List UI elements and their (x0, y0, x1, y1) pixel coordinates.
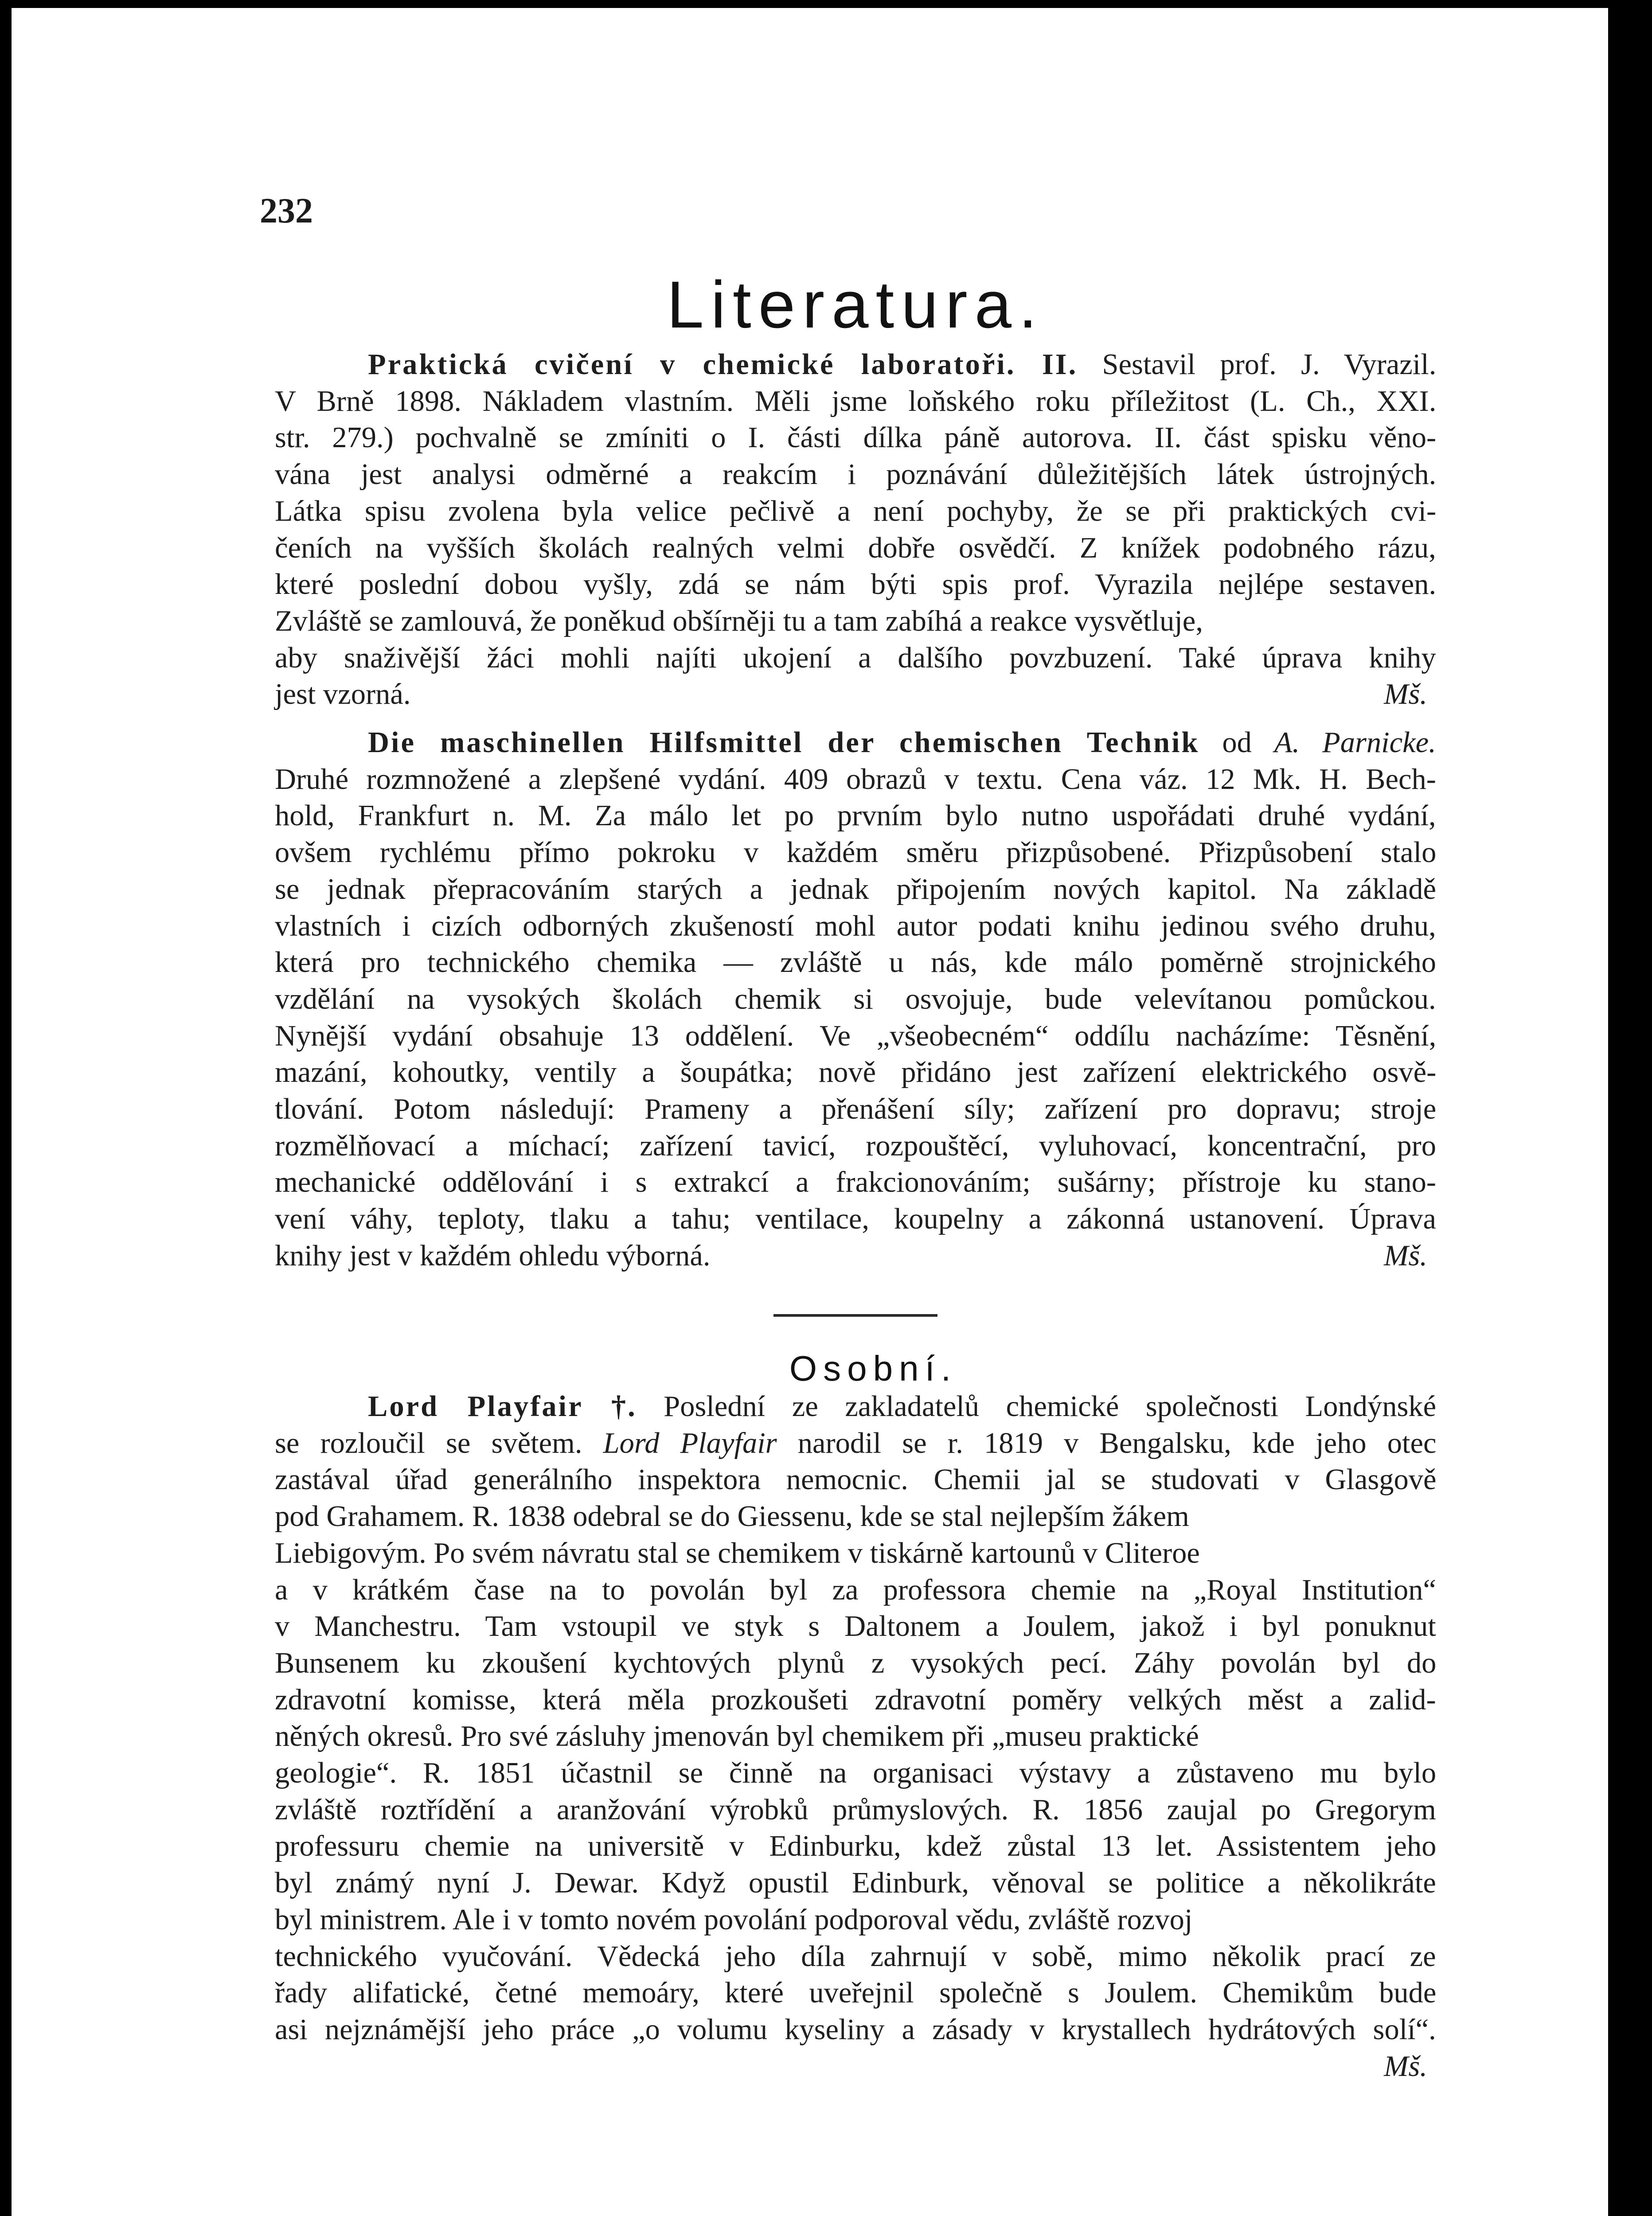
article-line: geologie“. R. 1851 účastnil se činně na organisaci výstavy a zůstaveno mu bylo (275, 1757, 1437, 1790)
article-line: mechanické oddělování i s extrakcí a frakcionováním; sušárny; přístroje ku stano- (275, 1166, 1437, 1199)
article-line: v Manchestru. Tam vstoupil ve styk s Daltonem a Joulem, jakož i byl ponuknut (275, 1610, 1436, 1643)
article-line: Látka spisu zvolena byla velice pečlivě a není pochyby, že se při praktických cvi- (275, 495, 1437, 527)
article-line: vána jest analysi odměrné a reakcím i poznávání důležitějších látek ústrojných. (275, 458, 1437, 491)
article-line: mazání, kohoutky, ventily a šoupátka; nově přidáno jest zařízení elektrického osvě- (275, 1056, 1437, 1089)
article-last-line (275, 2048, 1436, 2085)
article-first-line (275, 1389, 1436, 1425)
page-number: 232 (260, 191, 313, 230)
entry-title: Praktická cvičení v chemické laboratoři. II. (368, 348, 1078, 381)
article-line: Nynější vydání obsahuje 13 oddělení. Ve „všeobecném“ oddílu nacházíme: Těsnění, (275, 1019, 1437, 1052)
article-line: se jednak přepracováním starých a jednak připojením nových kapitol. Na základě (275, 873, 1436, 905)
article-line: rozmělňovací a míchací; zařízení tavicí, rozpouštěcí, vyluhovací, koncentrační, pro (275, 1129, 1437, 1162)
article-line: professuru chemie na universitě v Edinburku, kdež zůstal 13 let. Assistentem jeho (275, 1830, 1437, 1863)
article-line: ovšem rychlému přímo pokroku v každém směru přizpůsobené. Přizpůsobení stalo (275, 836, 1437, 869)
article-line: vlastních i cizích odborných zkušeností mohl autor podati knihu jedinou svého druhu, (275, 909, 1436, 942)
article-first-line (275, 347, 1436, 383)
article-line: která pro technického chemika — zvláště u nás, kde málo poměrně strojnického (275, 946, 1436, 979)
article-line: Druhé rozmnožené a zlepšené vydání. 409 obrazů v textu. Cena váz. 12 Mk. H. Bech- (275, 763, 1436, 796)
author-prefix: od (1199, 726, 1274, 759)
article-line: vení váhy, teploty, tlaku a tahu; ventilace, koupelny a zákonná ustanovení. Úprava (275, 1203, 1436, 1236)
article-line: zastával úřad generálního inspektora nemocnic. Chemii jal se studovati v Glasgově (275, 1463, 1437, 1496)
article-line: tlování. Potom následují: Prameny a přenášení síly; zařízení pro dopravu; stroje (275, 1093, 1437, 1126)
article-last-line (275, 676, 1436, 713)
article-text: narodil se r. 1819 v Bengalsku, kde jeho otec (777, 1427, 1437, 1459)
article-line: byl ministrem. Ale i v tomto novém povolání podporoval vědu, zvláště rozvoj (275, 1903, 1193, 1936)
article-prakticka-cviceni (275, 347, 1436, 713)
signature: Mš. (1384, 2050, 1427, 2083)
article-first-line (275, 725, 1436, 761)
article-line: technického vyučování. Vědecká jeho díla zahrnují v sobě, mimo několik prací ze (275, 1940, 1436, 1973)
article-line: čeních na vyšších školách realných velmi dobře osvědčí. Z knížek podobného rázu, (275, 531, 1436, 564)
article-line: Poslední ze zakladatelů chemické společnosti Londýnské (637, 1390, 1437, 1423)
article-line: jest vzorná. (275, 678, 411, 711)
article-line: byl známý nyní J. Dewar. Když opustil Edinburk, věnoval se politice a několikráte (275, 1867, 1436, 1900)
article-line: Zvláště se zamlouvá, že poněkud obšírněji tu a tam zabíhá a reakce vysvětluje, (275, 605, 1203, 637)
article-line: které poslední dobou vyšly, zdá se nám býti spis prof. Vyrazila nejlépe sestaven. (275, 568, 1437, 601)
author-name: A. Parnicke. (1274, 726, 1436, 759)
article-line: zdravotní komisse, která měla prozkoušeti zdravotní poměry velkých měst a zalid- (275, 1683, 1436, 1716)
signature: Mš. (1384, 678, 1427, 711)
article-line: asi nejznámější jeho práce „o volumu kyseliny a zásady v krystallech hydrátových solí“. (275, 2013, 1436, 2046)
scan-border (1608, 0, 1652, 2216)
article-text: se rozloučil se světem. (275, 1427, 603, 1459)
article-line: hold, Frankfurt n. M. Za málo let po prvním bylo nutno uspořádati druhé vydání, (275, 800, 1436, 832)
section-divider (773, 1314, 937, 1317)
article-last-line (275, 1238, 1436, 1275)
article-line: Liebigovým. Po svém návratu stal se chemikem v tiskárně kartounů v Cliteroe (275, 1537, 1200, 1569)
article-line: knihy jest v každém ohledu výborná. (275, 1239, 711, 1272)
article-line: zvláště roztřídění a aranžování výrobků průmyslových. R. 1856 zaujal po Gregorym (275, 1793, 1436, 1826)
entry-title: Lord Playfair †. (368, 1390, 637, 1423)
section-heading-literatura: Literatura. (667, 267, 1044, 342)
article-line: Bunsenem ku zkoušení kychtových plynů z vysokých pecí. Záhy povolán byl do (275, 1646, 1437, 1679)
article-line: aby snaživější žáci mohli najíti ukojení a dalšího povzbuzení. Také úprava knihy (275, 641, 1436, 674)
entry-title: Die maschinellen Hilfsmittel der chemischen Technik (368, 726, 1200, 759)
article-line: vzdělání na vysokých školách chemik si osvojuje, bude velevítanou pomůckou. (275, 983, 1436, 1015)
article-line: pod Grahamem. R. 1838 odebral se do Giessenu, kde se stal nejlepším žákem (275, 1500, 1189, 1533)
article-line: Sestavil prof. J. Vyrazil. (1078, 348, 1437, 381)
article-maschinellen-hilfsmittel (275, 725, 1436, 1275)
article-line: str. 279.) pochvalně se zmíniti o I. části dílka páně autorova. II. část spisku věno- (275, 421, 1437, 454)
person-name: Lord Playfair (603, 1427, 777, 1459)
article-line: řady alifatické, četné memoáry, které uveřejnil společně s Joulem. Chemikům bude (275, 1977, 1437, 2009)
section-heading-osobni: Osobní. (789, 1349, 957, 1388)
signature: Mš. (1384, 1239, 1427, 1272)
article-line (275, 1425, 1436, 1462)
article-line: něných okresů. Pro své zásluhy jmenován byl chemikem při „museu praktické (275, 1720, 1199, 1753)
article-line: a v krátkém čase na to povolán byl za professora chemie na „Royal Institution“ (275, 1573, 1436, 1606)
article-lord-playfair (275, 1389, 1436, 2085)
article-line: V Brně 1898. Nákladem vlastním. Měli jsme loňského roku příležitost (L. Ch., XXI. (275, 385, 1437, 417)
